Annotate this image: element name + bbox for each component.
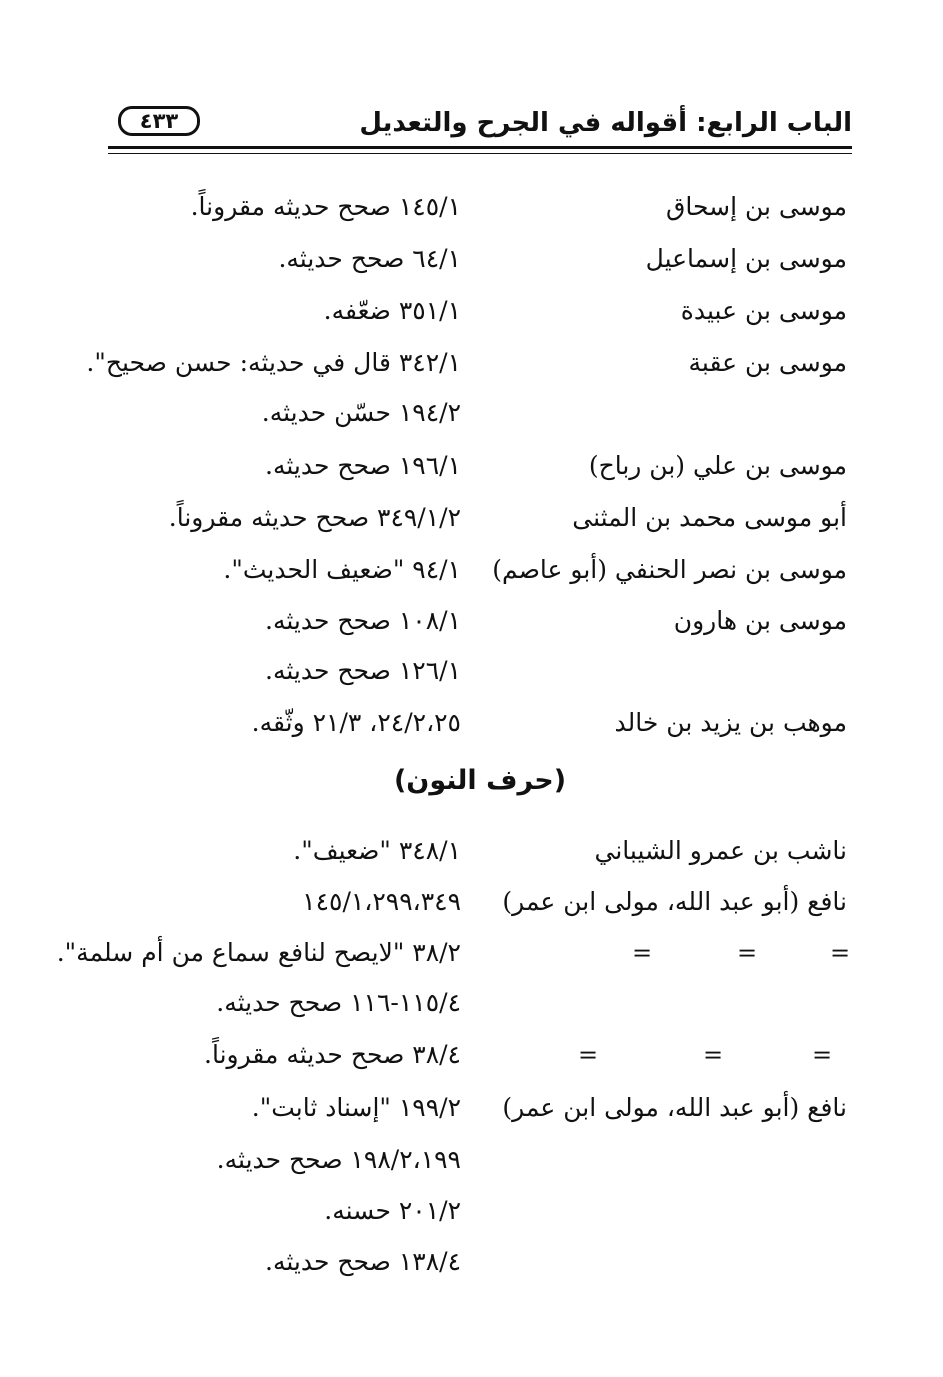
entry-ref: ١٤٥/١،٢٩٩،٣٤٩ — [302, 887, 461, 916]
entry-name: ناشب بن عمرو الشيباني — [594, 836, 847, 865]
entry-name: أبو موسى محمد بن المثنى — [572, 503, 847, 532]
entry-name: موسى بن هارون — [673, 606, 847, 635]
entry-name: نافع (أبو عبد الله، مولى ابن عمر) — [502, 887, 847, 916]
entry-ref: ٢٤/٢،٢٥، ٢١/٣ وثّقه. — [251, 708, 461, 737]
ditto-mark: = — [703, 1041, 724, 1069]
entry-ref: ١٩٦/١ صحح حديثه. — [265, 451, 461, 480]
entry-ref: ٣٤٨/١ "ضعيف". — [293, 836, 461, 865]
entry-ref: ٣٤٢/١ قال في حديثه: حسن صحيح". — [86, 348, 461, 377]
entry-ref: ١٤٥/١ صحح حديثه مقروناً. — [190, 192, 461, 221]
entry-ref: ١١٥/٤-١١٦ صحح حديثه. — [216, 988, 461, 1017]
entry-name: موسى بن عقبة — [688, 348, 847, 377]
entry-ref: ٣٨/٤ صحح حديثه مقروناً. — [204, 1040, 461, 1069]
entry-ref: ١٢٦/١ صحح حديثه. — [265, 656, 461, 685]
entry-name: موسى بن إسحاق — [665, 192, 847, 221]
entry-ref: ٣٤٩/١/٢ صحح حديثه مقروناً. — [168, 503, 461, 532]
entry-ref: ٣٨/٢ "لايصح لنافع سماع من أم سلمة". — [56, 938, 461, 967]
ditto-mark: = — [830, 939, 851, 967]
entry-ref: ٣٥١/١ ضعّفه. — [323, 296, 461, 325]
entry-ref: ١٣٨/٤ صحح حديثه. — [265, 1247, 461, 1276]
ditto-mark: = — [632, 939, 653, 967]
entry-ref: ١٩٤/٢ حسّن حديثه. — [261, 398, 461, 427]
entry-name: موسى بن نصر الحنفي (أبو عاصم) — [492, 555, 847, 584]
entry-name: نافع (أبو عبد الله، مولى ابن عمر) — [502, 1093, 847, 1122]
entry-ref: ١٩٨/٢،١٩٩ صحح حديثه. — [216, 1145, 461, 1174]
entry-name: موسى بن علي (بن رباح) — [588, 451, 847, 480]
ditto-mark: = — [578, 1041, 599, 1069]
entry-ref: ١٩٩/٢ "إسناد ثابت". — [251, 1093, 461, 1122]
ditto-mark: = — [812, 1041, 833, 1069]
entry-name: موهب بن يزيد بن خالد — [614, 708, 847, 737]
chapter-title: الباب الرابع: أقواله في الجرح والتعديل — [359, 108, 852, 138]
section-heading: (حرف النون) — [393, 765, 567, 796]
entry-ref: ١٠٨/١ صحح حديثه. — [265, 606, 461, 635]
entry-ref: ٩٤/١ "ضعيف الحديث". — [223, 555, 461, 584]
page-number-box: ٤٣٣ — [118, 106, 200, 136]
entry-ref: ٢٠١/٢ حسنه. — [324, 1196, 461, 1225]
ditto-mark: = — [737, 939, 758, 967]
entry-name: موسى بن إسماعيل — [645, 244, 847, 273]
entry-name: موسى بن عبيدة — [680, 296, 847, 325]
entry-ref: ٦٤/١ صحح حديثه. — [278, 244, 461, 273]
